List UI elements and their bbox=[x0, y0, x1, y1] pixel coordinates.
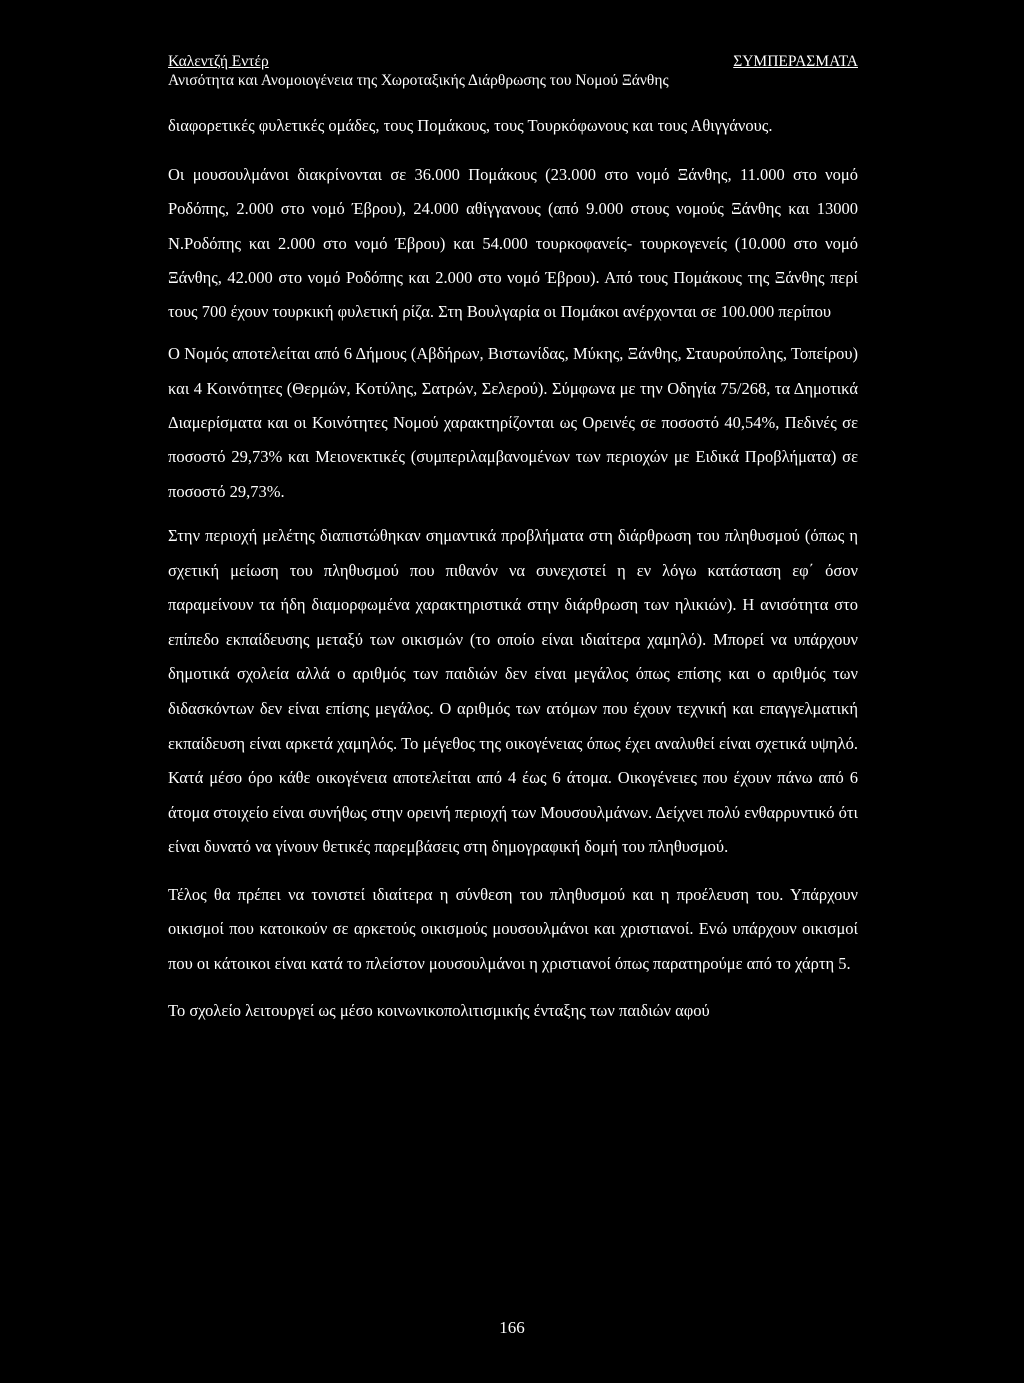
paragraph-4: Στην περιοχή μελέτης διαπιστώθηκαν σημαντικά προβλήματα στη διάρθρωση του πληθυσμού (όπως η σχετική μείωση του πληθυσμού που πιθανόν να συνεχιστεί η εν λόγω κατάσταση εφ΄ όσον παραμείνουν τα ήδη διαμορφωμένα χαρακτηριστικά στην διάρθρωση των ηλικιών). Η ανισότητα στο επίπεδο εκπαίδευσης μεταξύ των οικισμών (το οποίο είναι ιδιαίτερα χαμηλό). Μπορεί να υπάρχουν δημοτικά σχολεία αλλά ο αριθμός των παιδιών δεν είναι μεγάλος όπως επίσης και ο αριθμός των διδασκόντων δεν είναι επίσης μεγάλος. Ο αριθμός των ατόμων που έχουν τεχνική και επαγγελματική εκπαίδευση είναι αρκετά χαμηλός. Το μέγεθος της οικογένειας όπως έχει αναλυθεί είναι σχετικά υψηλό. Κατά μέσο όρο κάθε οικογένεια αποτελείται από 4 έως 6 άτομα. Οικογένειες που έχουν πάνω από 6 άτομα στοιχείο είναι συνήθως στην ορεινή περιοχή των Μουσουλμάνων. Δείχνει πολύ ενθαρρυντικό ότι είναι δυνατό να γίνουν θετικές παρεμβάσεις στη δημογραφική δομή του πληθυσμού. bbox=[168, 525, 858, 857]
header-title: Ανισότητα και Ανομοιογένεια της Χωροταξικής Διάρθρωσης του Νομού Ξάνθης bbox=[168, 72, 669, 89]
page-body bbox=[168, 108, 858, 1028]
header-top-row bbox=[168, 52, 858, 71]
paragraph-6: Το σχολείο λειτουργεί ως μέσο κοινωνικοπολιτισμικής ένταξης των παιδιών αφού bbox=[168, 1000, 710, 1020]
paragraph-5: Τέλος θα πρέπει να τονιστεί ιδιαίτερα η σύνθεση του πληθυσμού και η προέλευση του. Υπάρχουν οικισμοί που κατοικούν σε αρκετούς οικισμούς μουσουλμάνοι και χριστιανοί. Ενώ υπάρχουν οικισμοί που οι κάτοικοι είναι κατά το πλείστον μουσουλμάνοι η χριστιανοί όπως παρατηρούμε από το χάρτη 5. bbox=[168, 884, 858, 973]
paragraph-1: διαφορετικές φυλετικές ομάδες, τους Πομάκους, τους Τουρκόφωνους και τους Αθιγγάνους. bbox=[168, 116, 773, 135]
paragraph-2: Οι μουσουλμάνοι διακρίνονται σε 36.000 Πομάκους (23.000 στο νομό Ξάνθης, 11.000 στο νομό Ροδόπης, 2.000 στο νομό Έβρου), 24.000 αθίγγανους (από 9.000 στους νομούς Ξάνθης και 13000 Ν.Ροδόπης και 2.000 στο νομό Έβρου) και 54.000 τουρκοφανείς- τουρκογενείς (10.000 στο νομό Ξάνθης, 42.000 στο νομό Ροδόπης και 2.000 στο νομό Έβρου). Από τους Πομάκους της Ξάνθης περί τους 700 έχουν τουρκική φυλετική ρίζα. Στη Βουλγαρία οι Πομάκοι ανέρχονται σε 100.000 περίπου bbox=[168, 165, 858, 322]
running-header bbox=[168, 52, 858, 90]
header-section: ΣΥΜΠΕΡΑΣΜΑΤΑ bbox=[733, 53, 858, 70]
page-number: 166 bbox=[499, 1318, 525, 1337]
paragraph-3: Ο Νομός αποτελείται από 6 Δήμους (Αβδήρων, Βιστωνίδας, Μύκης, Ξάνθης, Σταυρούπολης, Τοπείρου) και 4 Κοινότητες (Θερμών, Κοτύλης, Σατρών, Σελερού). Σύμφωνα με την Οδηγία 75/268, τα Δημοτικά Διαμερίσματα και οι Κοινότητες Νομού χαρακτηρίζονται ως Ορεινές σε ποσοστό 40,54%, Πεδινές σε ποσοστό 29,73% και Μειονεκτικές (συμπεριλαμβανομένων των περιοχών με Ειδικά Προβλήματα) σε ποσοστό 29,73%. bbox=[168, 344, 858, 501]
header-author: Καλεντζή Εντέρ bbox=[168, 53, 269, 70]
